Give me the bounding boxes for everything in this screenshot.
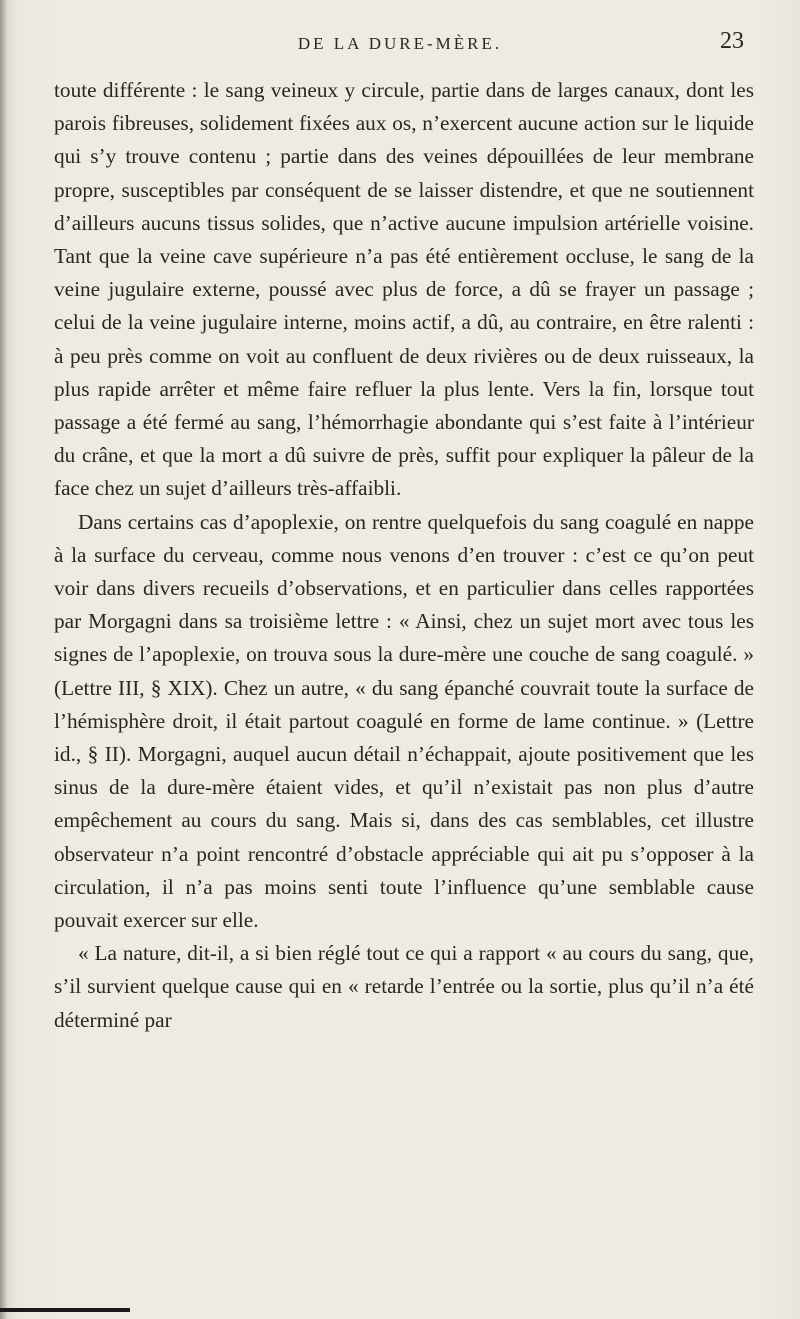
running-head: DE LA DURE-MÈRE. — [297, 34, 503, 53]
body-text — [54, 74, 754, 1037]
page-header — [0, 28, 800, 68]
paragraph-3-quote: « La nature, dit-il, a si bien réglé tout ce qui a rapport « au cours du sang, que, s’il survient quelque cause qui en « retarde l’entrée ou la sortie, plus qu’il n’a été déterminé par — [54, 941, 754, 1032]
page-gutter-shadow — [0, 0, 8, 1319]
page-number: 23 — [720, 28, 744, 54]
paragraph-2: Dans certains cas d’apoplexie, on rentre quelquefois du sang coagulé en nappe à la surface du cerveau, comme nous venons d’en trouver : c’est ce qu’on peut voir dans divers recueils d’observations, et en particulier dans celles rapportées par Morgagni dans sa troisième lettre : « Ainsi, chez un sujet mort avec tous les signes de l’apoplexie, on trouva sous la dure-mère une couche de sang coagulé. » (Lettre III, § XIX). Chez un autre, « du sang épanché couvrait toute la surface de l’hémisphère droit, il était partout coagulé en forme de lame continue. » (Lettre id., § II). Morgagni, auquel aucun détail n’échappait, ajoute positivement que les sinus de la dure-mère étaient vides, et qu’il n’existait pas non plus d’autre empêchement au cours du sang. Mais si, dans des cas semblables, cet illustre observateur n’a point rencontré d’obstacle appréciable qui ait pu s’opposer à la circulation, il n’a pas moins senti toute l’influence qu’une semblable cause pouvait exercer sur elle. — [54, 509, 754, 933]
paragraph-1: toute différente : le sang veineux y circule, partie dans de larges canaux, dont les parois fibreuses, solidement fixées aux os, n’exercent aucune action sur le liquide qui s’y trouve contenu ; partie dans des veines dépouillées de leur membrane propre, susceptibles par conséquent de se laisser distendre, et que ne soutiennent d’ailleurs aucuns tissus solides, que n’active aucune impulsion artérielle voisine. Tant que la veine cave supérieure n’a pas été entièrement occluse, le sang de la veine jugulaire externe, poussé avec plus de force, a dû se frayer un passage ; celui de la veine jugulaire interne, moins actif, a dû, au contraire, en être ralenti : à peu près comme on voit au confluent de deux rivières ou de deux ruisseaux, la plus rapide arrêter et même faire refluer la plus lente. Vers la fin, lorsque tout passage a été fermé au sang, l’hémorrhagie abondante qui s’est faite à l’intérieur du crâne, et que la mort a dû suivre de près, suffit pour expliquer la pâleur de la face chez un sujet d’ailleurs très-affaibli. — [54, 78, 754, 501]
bottom-edge-rule — [0, 1308, 130, 1312]
